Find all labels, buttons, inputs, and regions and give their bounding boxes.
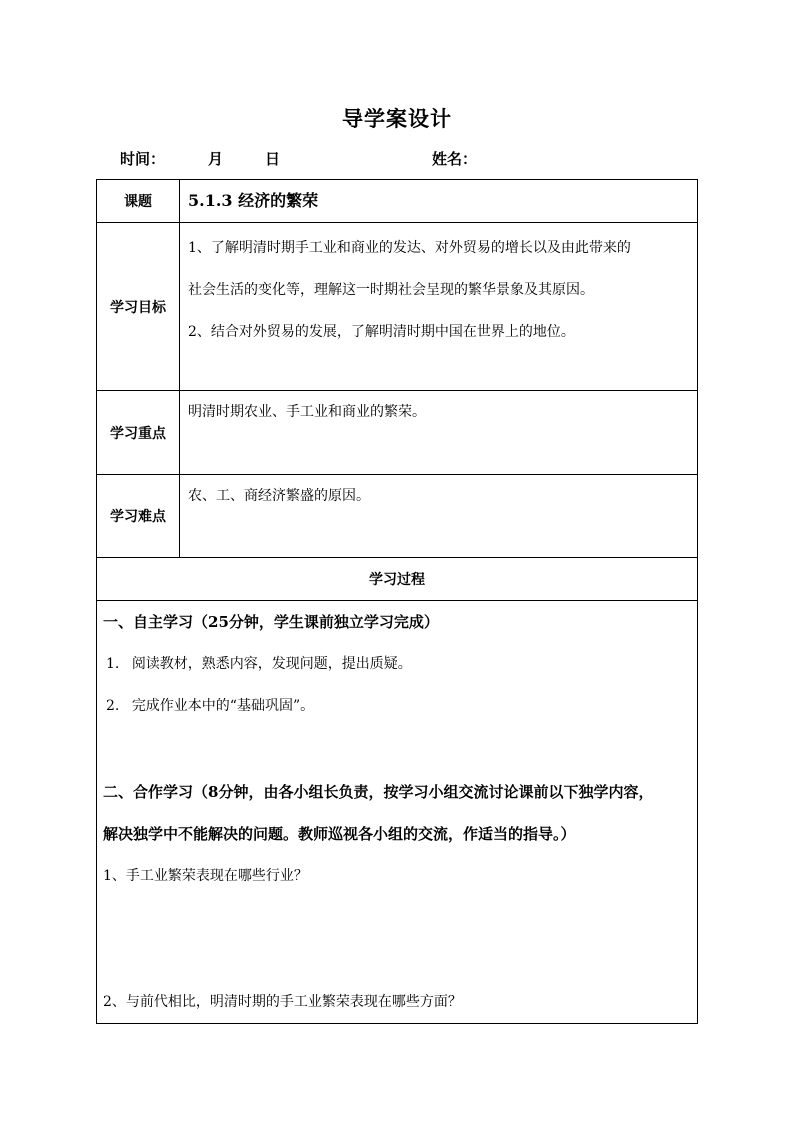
name-label: 姓名： [432,150,478,168]
process-header-row [97,558,698,601]
topic-row [97,180,698,223]
item-text: 阅读教材，熟悉内容，发现问题，提出质疑。 [131,656,412,672]
difficulties-row [97,475,698,558]
day-label: 日 [265,150,281,168]
goal-line: 1、了解明清时期手工业和商业的发达、对外贸易的增长以及由此带来的 [188,240,631,256]
difficulties-value: 农、工、商经济繁盛的原因。 [188,488,370,504]
goal-line: 社会生活的变化等，理解这一时期社会呈现的繁华景象及其原因。 [188,282,594,298]
goal-line: 2、结合对外贸易的发展，了解明清时期中国在世界上的地位。 [188,324,575,340]
difficulties-label: 学习难点 [97,475,180,558]
cooperative-title-line1: 二、合作学习（8分钟，由各小组长负责，按学习小组交流讨论课前以下独学内容， [103,783,654,801]
key-points-value: 明清时期农业、手工业和商业的繁荣。 [188,404,426,420]
process-header: 学习过程 [97,558,698,601]
topic-label: 课题 [97,180,180,223]
self-study-item [103,643,691,685]
time-label: 时间： [120,150,166,168]
key-points-label: 学习重点 [97,391,180,475]
self-study-item [103,685,691,727]
topic-value: 5.1.3 经济的繁荣 [188,191,319,210]
month-label: 月 [208,150,224,168]
question-2: 2、与前代相比，明清时期的手工业繁荣表现在哪些方面？ [103,994,462,1010]
item-number: 1. [106,656,120,672]
self-study-title: 一、自主学习（25分钟，学生课前独立学习完成） [103,613,439,631]
question-1: 1、手工业繁荣表现在哪些行业？ [103,868,308,884]
item-number: 2. [106,698,120,714]
key-points-row [97,391,698,475]
goals-row [97,223,698,391]
goals-label: 学习目标 [97,223,180,391]
item-text: 完成作业本中的“基础巩固”。 [131,698,315,714]
process-body-row [97,601,698,1024]
cooperative-title-line2: 解决独学中不能解决的问题。教师巡视各小组的交流，作适当的指导。） [103,825,576,843]
document-title: 导学案设计 [342,106,452,131]
answer-space [103,897,691,981]
study-plan-table [96,179,698,1024]
